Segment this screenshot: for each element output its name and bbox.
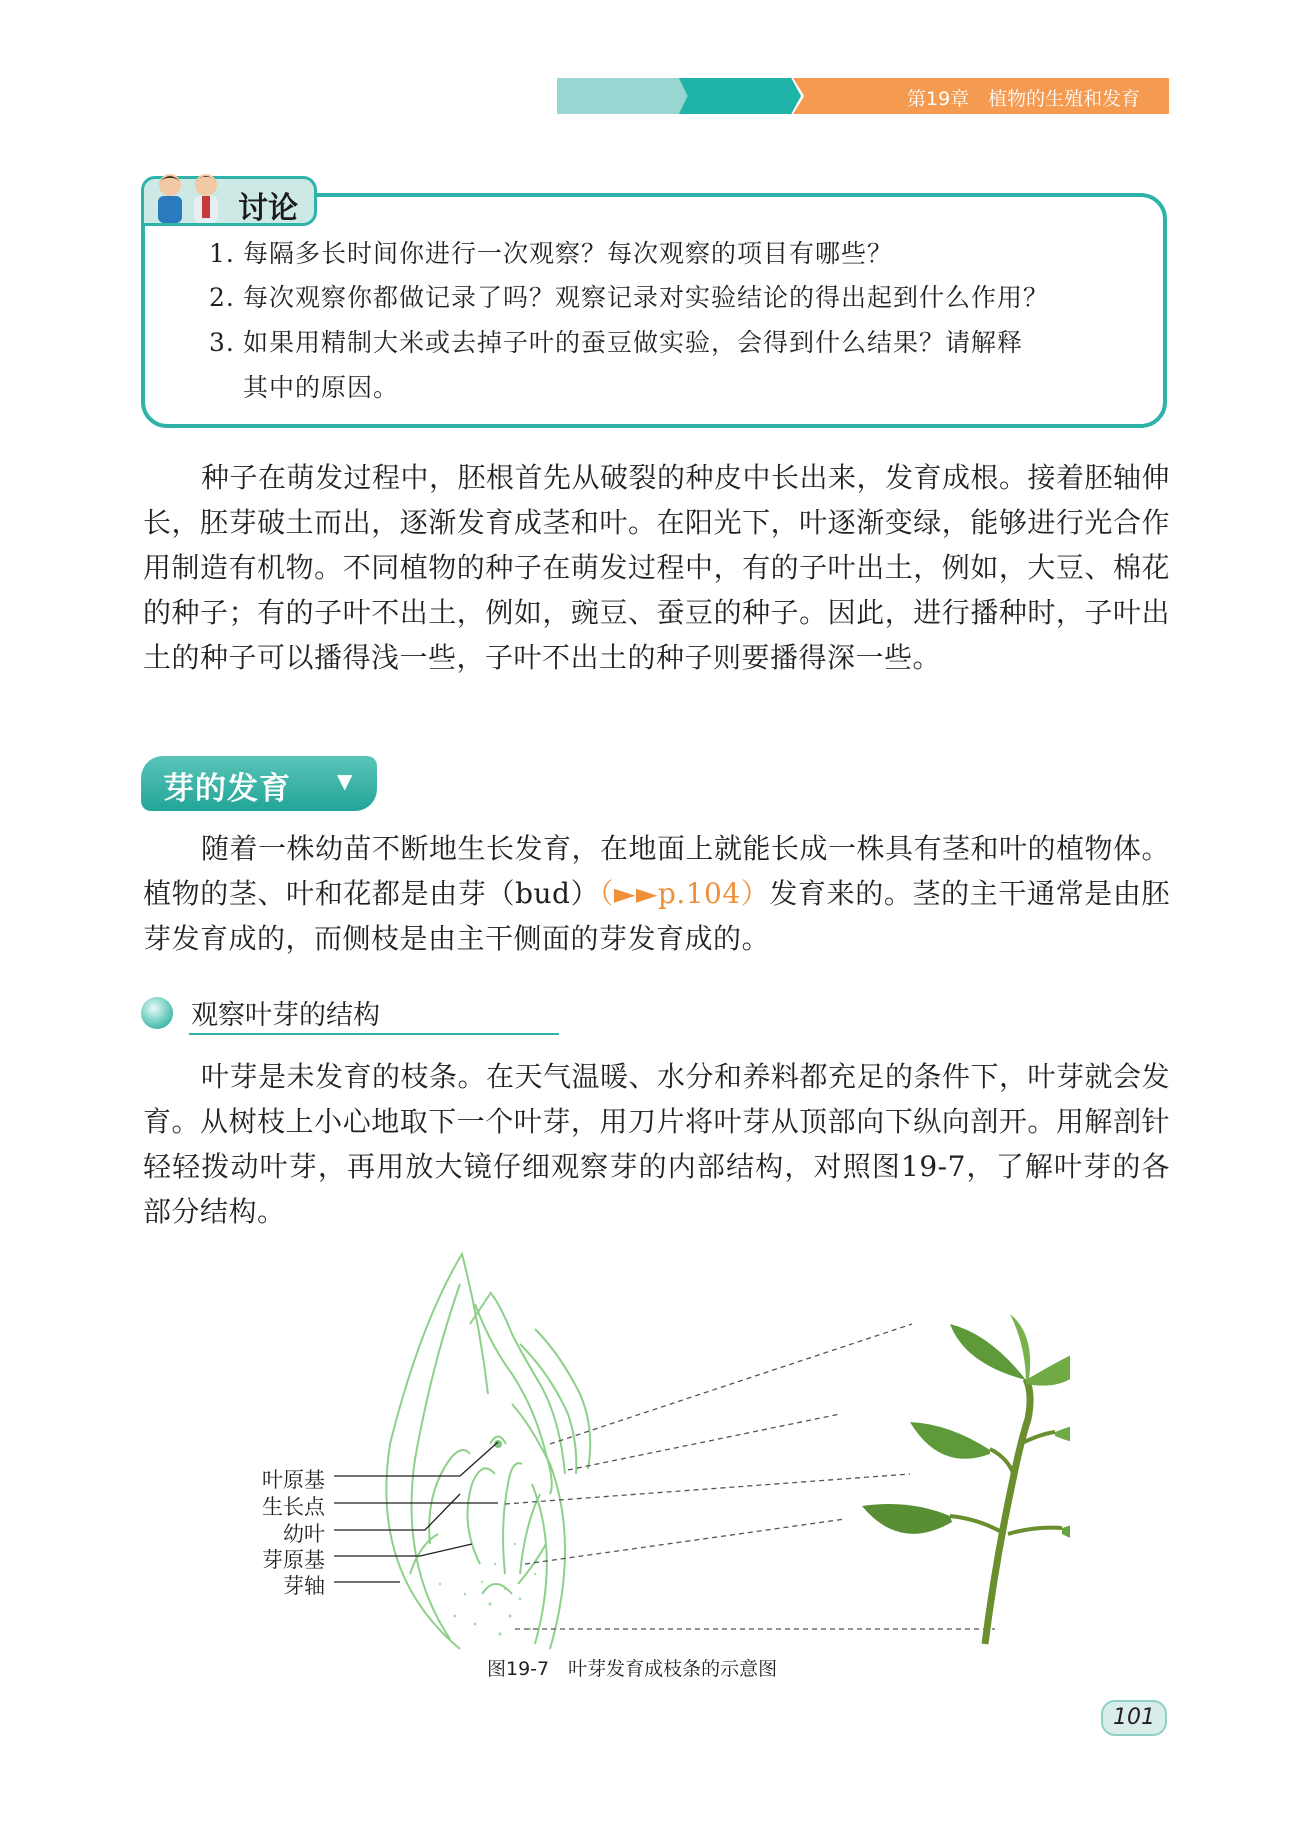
header-stripe-light xyxy=(557,78,687,114)
paragraph-text: 发育来的。茎的主干通常是由胚芽发育成的，而侧枝是由主干侧面的芽发育成的。 xyxy=(143,877,1170,955)
chapter-title: 第19章 植物的生殖和发育 xyxy=(907,88,1141,110)
question-text: 每次观察你都做记录了吗？观察记录对实验结论的得出起到什么作用？ xyxy=(243,283,1050,312)
figure-label-bud-axis: 芽轴 xyxy=(283,1574,325,1598)
figure-label-leaf-primordium: 叶原基 xyxy=(262,1468,325,1492)
discussion-label: 讨论 xyxy=(238,191,298,226)
paragraph-leaf-bud-observation xyxy=(143,1054,1170,1234)
question-text: 每隔多长时间你进行一次观察？每次观察的项目有哪些？ xyxy=(243,239,894,268)
page-number: 101 xyxy=(1101,1700,1167,1736)
discussion-tag xyxy=(141,176,317,226)
page-reference-link[interactable]: （►►p.104） xyxy=(599,877,770,910)
paragraph-text: 叶芽是未发育的枝条。在天气温暖、水分和养料都充足的条件下，叶芽就会发育。从树枝上小心地取下一个叶芽，用刀片将叶芽从顶部向下纵向剖开。用解剖针轻轻拨动叶芽，再用放大镜仔细观察芽的内部结构，对照图19-7，了解叶芽的各部分结构。 xyxy=(143,1060,1171,1228)
question-number: 3. xyxy=(209,328,235,357)
figure-leaf-bud-to-branch xyxy=(250,1244,1070,1664)
discussion-question-1 xyxy=(209,234,893,274)
dashed-connectors xyxy=(505,1324,995,1629)
figure-label-growth-point: 生长点 xyxy=(262,1495,325,1519)
section-title: 芽的发育 xyxy=(163,771,291,807)
paragraph-text: 种子在萌发过程中，胚根首先从破裂的种皮中长出来，发育成根。接着胚轴伸长，胚芽破土而出，逐渐发育成茎和叶。在阳光下，叶逐渐变绿，能够进行光合作用制造有机物。不同植物的种子在萌发过程中，有的子叶出土，例如，大豆、棉花的种子；有的子叶不出土，例如，豌豆、蚕豆的种子。因此，进行播种时，子叶出土的种子可以播得浅一些，子叶不出土的种子则要播得深一些。 xyxy=(143,461,1171,674)
discussion-question-3 xyxy=(209,323,1023,363)
question-number: 2. xyxy=(209,283,235,312)
discussion-question-2 xyxy=(209,278,1049,318)
figure-caption: 图19-7 叶芽发育成枝条的示意图 xyxy=(487,1658,778,1680)
discussion-question-3-cont: 其中的原因。 xyxy=(243,373,400,402)
leafy-branch-drawing xyxy=(862,1314,1070,1644)
section-heading-bud-development xyxy=(141,756,377,811)
paragraph-bud-intro xyxy=(143,826,1170,961)
leaf-bud-diagram xyxy=(250,1244,1070,1664)
subsection-title: 观察叶芽的结构 xyxy=(191,1000,380,1031)
paragraph-text: 随着一株幼苗不断地生长发育，在地面上就能长成一株具有茎和叶的植物体。植物的茎、叶和花都是由芽（bud） xyxy=(143,832,1171,910)
figure-label-young-leaf: 幼叶 xyxy=(283,1522,325,1546)
bullet-ball-icon xyxy=(141,997,173,1029)
chapter-header-banner xyxy=(557,78,1169,114)
students-illustration-icon xyxy=(148,169,232,227)
question-text: 如果用精制大米或去掉子叶的蚕豆做实验，会得到什么结果？请解释 xyxy=(243,328,1024,357)
figure-label-bud-primordium: 芽原基 xyxy=(262,1548,325,1572)
question-number: 1. xyxy=(209,239,235,268)
triangle-down-icon: ▼ xyxy=(337,769,353,793)
header-stripe-teal xyxy=(679,78,801,114)
paragraph-seed-germination xyxy=(143,455,1170,680)
subsection-underline xyxy=(189,1033,559,1035)
